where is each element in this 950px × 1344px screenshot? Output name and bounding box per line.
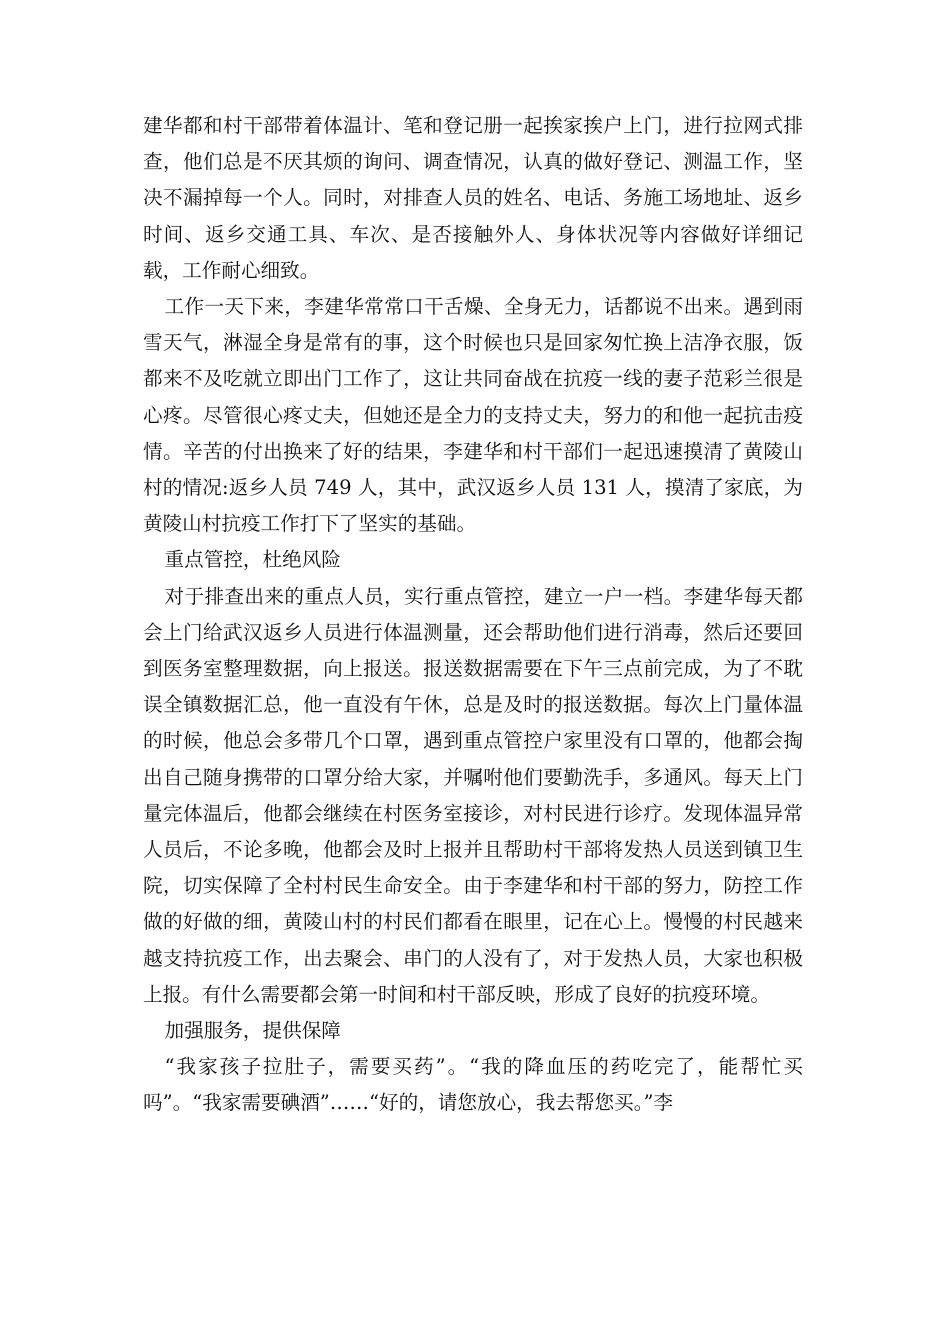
- article-body: [143, 108, 803, 1122]
- paragraph-hard-work: 工作一天下来，李建华常常口干舌燥、全身无力，话都说不出来。遇到雨雪天气，淋湿全身是常有的事，这个时候也只是回家匆忙换上洁净衣服，饭都来不及吃就立即出门工作了，这让共同奋战在抗疫一线的妻子范彩兰很是心疼。尽管很心疼丈夫，但她还是全力的支持丈夫，努力的和他一起抗击疫情。辛苦的付出换来了好的结果，李建华和村干部们一起迅速摸清了黄陵山村的情况:返乡人员 749 人，其中，武汉返乡人员 131 人，摸清了家底，为黄陵山村抗疫工作打下了坚实的基础。: [143, 295, 803, 536]
- paragraph-service: “我家孩子拉肚子，需要买药”。“我的降血压的药吃完了，能帮忙买吗”。“我家需要碘酒”……“好的，请您放心，我去帮您买。”李: [143, 1055, 803, 1115]
- section-heading-key-control: 重点管控，杜绝风险: [164, 548, 341, 572]
- section-heading-service: 加强服务，提供保障: [164, 1019, 341, 1043]
- paragraph-key-control: 对于排查出来的重点人员，实行重点管控，建立一户一档。李建华每天都会上门给武汉返乡人员进行体温测量，还会帮助他们进行消毒，然后还要回到医务室整理数据，向上报送。报送数据需要在下午三点前完成，为了不耽误全镇数据汇总，他一直没有午休，总是及时的报送数据。每次上门量体温的时候，他总会多带几个口罩，遇到重点管控户家里没有口罩的，他都会掏出自己随身携带的口罩分给大家，并嘱咐他们要勤洗手，多通风。每天上门量完体温后，他都会继续在村医务室接诊，对村民进行诊疗。发现体温异常人员后，不论多晚，他都会及时上报并且帮助村干部将发热人员送到镇卫生院，切实保障了全村村民生命安全。由于李建华和村干部的努力，防控工作做的好做的细，黄陵山村的村民们都看在眼里，记在心上。慢慢的村民越来越支持抗疫工作，出去聚会、串门的人没有了，对于发热人员，大家也积极上报。有什么需要都会第一时间和村干部反映，形成了良好的抗疫环境。: [143, 584, 803, 1006]
- paragraph-screening: 建华都和村干部带着体温计、笔和登记册一起挨家挨户上门，进行拉网式排查，他们总是不厌其烦的询问、调查情况，认真的做好登记、测温工作，坚决不漏掉每一个人。同时，对排查人员的姓名、电话、务施工场地址、返乡时间、返乡交通工具、车次、是否接触外人、身体状况等内容做好详细记载，工作耐心细致。: [143, 114, 803, 282]
